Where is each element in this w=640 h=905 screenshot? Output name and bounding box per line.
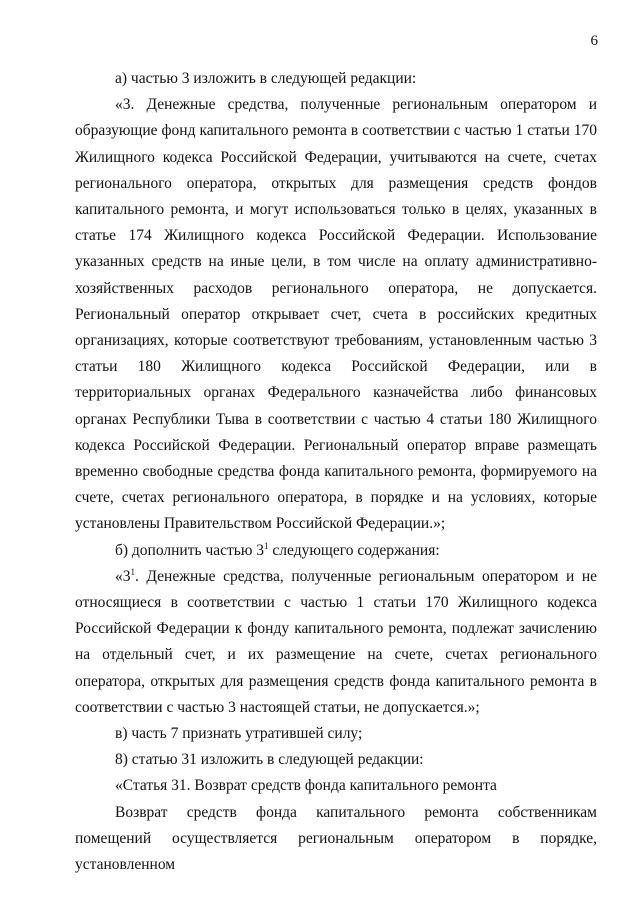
- paragraph-item-a: а) частью 3 изложить в следующей редакции:: [115, 70, 417, 87]
- paragraph-item-b: [75, 538, 597, 564]
- article-31-heading: «Статья 31. Возврат средств фонда капитального ремонта: [115, 777, 497, 795]
- paragraph-part-3-1-text: . Денежные средства, полученные региональным оператором и не относящиеся в соответствии с частью 1 статьи 170 Жилищного кодекса Российской Федерации к фонду капитального ремонта, подлежат зачислению на отдельный счет, и их размещение на счете, счетах регионального оператора, открытых для размещения средств фонда капитального ремонта в соответствии с частью 3 настоящей статьи, не допускается.»;: [75, 567, 597, 716]
- paragraph-item-v: в) часть 7 признать утратившей силу;: [115, 725, 363, 743]
- paragraph-refund: Возврат средств фонда капитального ремонта собственникам помещений осуществляется региональным оператором в порядке, установленном: [75, 803, 597, 874]
- page-number: 6: [590, 33, 598, 49]
- document-body: [75, 66, 597, 878]
- paragraph-part-3-1-start: «3: [115, 567, 131, 585]
- superscript-index: 1: [264, 540, 269, 551]
- superscript-index: 1: [130, 566, 135, 577]
- paragraph-part-3-1: [75, 564, 597, 721]
- paragraph-part-3: «3. Денежные средства, полученные региональным оператором и образующие фонд капитального ремонта в соответствии с частью 1 статьи 170 Жилищного кодекса Российской Федерации, учитываются на счете, счетах регионального оператора, открытых для размещения средств фондов капитального ремонта, и могут использоваться только в целях, указанных в статье 174 Жилищного кодекса Российской Федерации. Использование указанных средств на иные цели, в том числе на оплату административно-хозяйственных расходов регионального оператора, не допускается. Региональный оператор открывает счет, счета в российских кредитных организациях, которые соответствуют требованиям, установленным частью 3 статьи 180 Жилищного кодекса Российской Федерации, или в территориальных органах Федерального казначейства либо финансовых органах Республики Тыва в соответствии с частью 4 статьи 180 Жилищного кодекса Российской Федерации. Региональный оператор вправе размещать временно свободные средства фонда капитального ремонта, формируемого на счете, счетах регионального оператора, в порядке и на условиях, которые установлены Правительством Российской Федерации.»;: [75, 96, 597, 533]
- paragraph-item-b-text-end: следующего содержания:: [268, 541, 440, 559]
- paragraph-item-8: 8) статью 31 изложить в следующей редакции:: [115, 751, 424, 769]
- paragraph-item-b-text-start: б) дополнить частью 3: [115, 541, 265, 559]
